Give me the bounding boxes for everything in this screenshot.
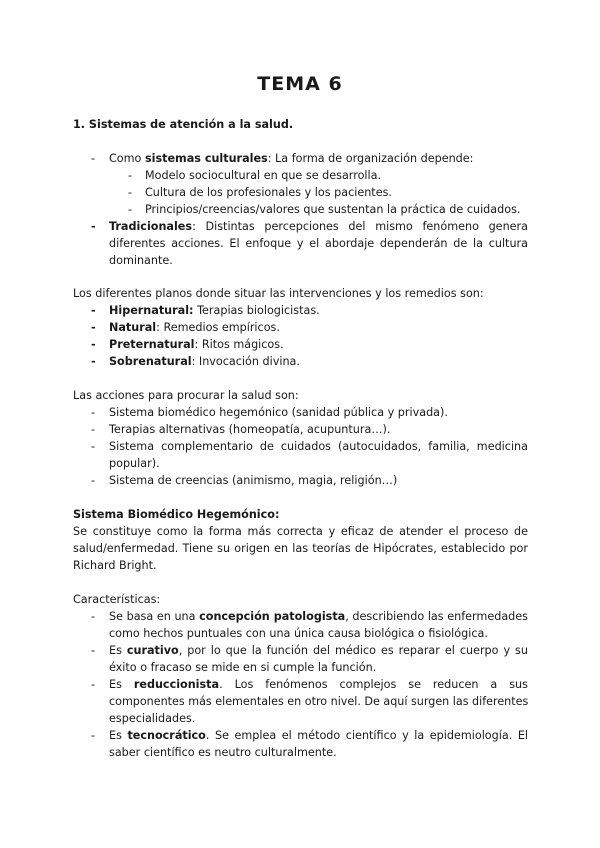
paragraph-line: Richard Bright. (73, 559, 157, 572)
bullet-dash: - (91, 610, 96, 623)
bullet-dash: - (91, 152, 96, 165)
list-item-continuation: componentes más elementales en otro nivel. De aquí surgen las diferentes (109, 695, 529, 708)
list-item: Como sistemas culturales: La forma de organización depende: (109, 152, 474, 165)
list-item: Hipernatural: Terapias biologicistas. (109, 304, 320, 317)
bullet-dash: - (91, 406, 96, 419)
paragraph: Características: (73, 593, 161, 606)
list-item-continuation: éxito o fracaso se mide en si cumple la función. (109, 661, 377, 674)
bullet-dash: - (91, 220, 96, 233)
list-item-continuation: popular). (109, 457, 160, 470)
list-item: Natural: Remedios empíricos. (109, 321, 280, 334)
sub-list-item: Principios/creencias/valores que sustentan la práctica de cuidados. (145, 203, 521, 216)
bullet-dash: - (91, 423, 96, 436)
bullet-dash: - (91, 474, 96, 487)
bullet-dash: - (91, 355, 96, 368)
page-title: TEMA 6 (257, 73, 343, 95)
bullet-dash: - (91, 678, 96, 691)
list-item: Se basa en una concepción patologista, describiendo las enfermedades (109, 610, 528, 623)
list-item: Tradicionales: Distintas percepciones del mismo fenómeno genera (109, 220, 528, 233)
paragraph-line: salud/enfermedad. Tiene su origen en las teorías de Hipócrates, establecido por (73, 542, 528, 555)
list-item: Es curativo, por lo que la función del médico es reparar el cuerpo y su (109, 644, 528, 657)
sub-list-item: Cultura de los profesionales y los pacientes. (145, 186, 392, 199)
bullet-dash: - (91, 338, 96, 351)
list-item: Es reduccionista. Los fenómenos complejos se reducen a sus (109, 678, 528, 691)
list-item-continuation: dominante. (109, 254, 173, 267)
list-item: Es tecnocrático. Se emplea el método científico y la epidemiología. El (109, 729, 528, 742)
bullet-dash: - (128, 186, 133, 199)
paragraph: Los diferentes planos donde situar las intervenciones y los remedios son: (73, 287, 484, 300)
sub-list-item: Modelo sociocultural en que se desarrolla. (145, 169, 382, 182)
list-item-continuation: especialidades. (109, 712, 196, 725)
list-item-continuation: diferentes acciones. El enfoque y el abordaje dependerán de la cultura (109, 237, 528, 250)
bullet-dash: - (128, 169, 133, 182)
paragraph: Las acciones para procurar la salud son: (73, 389, 299, 402)
bullet-dash: - (128, 203, 133, 216)
bullet-dash: - (91, 304, 96, 317)
paragraph-line: Se constituye como la forma más correcta y eficaz de atender el proceso de (73, 525, 528, 538)
list-item-continuation: como hechos puntuales con una única causa biológica o fisiológica. (109, 627, 488, 640)
list-item: Sobrenatural: Invocación divina. (109, 355, 300, 368)
list-item-continuation: saber científico es neutro culturalmente. (109, 746, 337, 759)
list-item: Sistema biomédico hegemónico (sanidad pública y privada). (109, 406, 448, 419)
list-item: Sistema complementario de cuidados (autocuidados, familia, medicina (109, 440, 528, 453)
list-item: Preternatural: Ritos mágicos. (109, 338, 284, 351)
bullet-dash: - (91, 440, 96, 453)
bullet-dash: - (91, 321, 96, 334)
subsection-heading: Sistema Biomédico Hegemónico: (73, 508, 280, 521)
section-heading: 1. Sistemas de atención a la salud. (73, 118, 294, 131)
list-item: Sistema de creencias (animismo, magia, religión…) (109, 474, 398, 487)
bullet-dash: - (91, 729, 96, 742)
list-item: Terapias alternativas (homeopatía, acupuntura…). (109, 423, 391, 436)
bullet-dash: - (91, 644, 96, 657)
